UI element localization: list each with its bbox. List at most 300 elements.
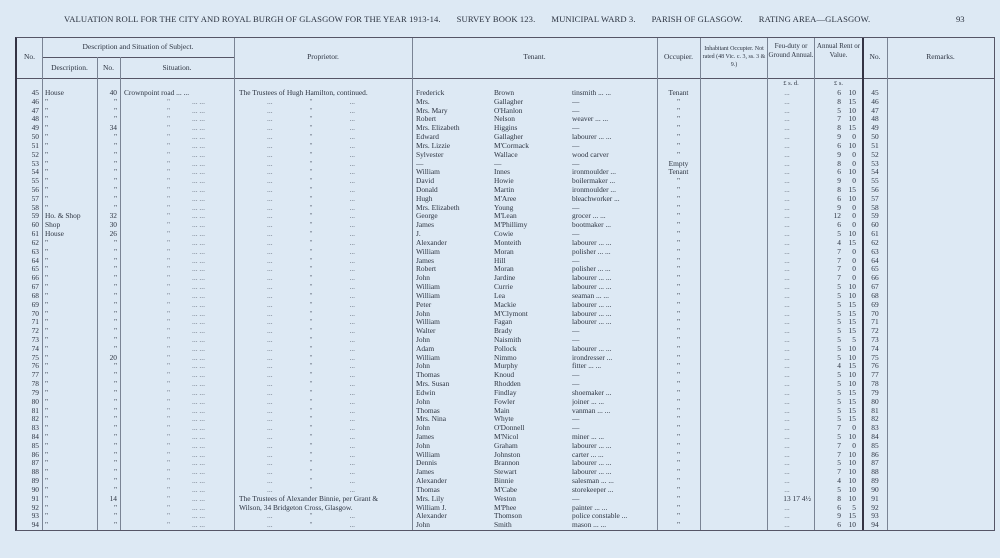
- entry-number: 56: [31, 185, 39, 195]
- situation-dots: ... ...: [192, 502, 205, 512]
- table-row: [17, 282, 994, 291]
- entry-number-right: 66: [871, 273, 879, 283]
- description: ": [45, 273, 49, 283]
- situation-ditto: ": [167, 308, 171, 318]
- feu-duty: ...: [784, 105, 790, 115]
- table-row: [17, 309, 994, 318]
- tenant-occupation: ironmoulder ...: [572, 185, 616, 195]
- proprietor-ditto: ... " ...: [267, 405, 356, 415]
- description: ": [45, 370, 49, 380]
- description: ": [45, 379, 49, 389]
- tenant-first-name: George: [416, 211, 438, 221]
- table-row: [17, 450, 994, 459]
- description: ": [45, 396, 49, 406]
- tenant-surname: Martin: [494, 185, 515, 195]
- tenant-first-name: William: [416, 290, 440, 300]
- entry-number: 86: [31, 449, 39, 459]
- rent-pounds: 7: [837, 440, 841, 450]
- rent-shillings: 5: [852, 334, 856, 344]
- situation-ditto: ": [167, 114, 171, 124]
- occupier: ": [676, 370, 681, 380]
- situation-ditto: ": [167, 273, 171, 283]
- entry-number: 67: [31, 282, 39, 292]
- rent-pounds: 5: [837, 326, 841, 336]
- tenant-first-name: Mrs. Lizzie: [416, 140, 451, 150]
- proprietor-ditto: ... " ...: [267, 387, 356, 397]
- situation-ditto: ": [167, 431, 171, 441]
- proprietor-ditto: ... " ...: [267, 114, 356, 124]
- situation-ditto: ": [167, 132, 171, 142]
- rent-pounds: 7: [837, 264, 841, 274]
- rent-pounds: 5: [837, 370, 841, 380]
- situation-dots: ... ...: [192, 317, 205, 327]
- proprietor-ditto: ... " ...: [267, 317, 356, 327]
- rent-pounds: 7: [837, 246, 841, 256]
- rent-pounds: 7: [837, 273, 841, 283]
- entry-number-right: 87: [871, 458, 879, 468]
- entry-number-right: 77: [871, 370, 879, 380]
- house-number: ": [113, 176, 117, 186]
- entry-number: 59: [31, 211, 39, 221]
- house-number: ": [113, 317, 117, 327]
- situation-ditto: ": [167, 467, 171, 477]
- description: ": [45, 132, 49, 142]
- entry-number-right: 68: [871, 290, 879, 300]
- tenant-surname: Currie: [494, 282, 513, 292]
- occupier: ": [676, 520, 681, 530]
- feu-duty: ...: [784, 123, 790, 133]
- proprietor: Wilson, 34 Bridgeton Cross, Glasgow.: [239, 502, 353, 512]
- occupier: ": [676, 431, 681, 441]
- rent-shillings: 0: [852, 264, 856, 274]
- rent-pounds: 5: [837, 299, 841, 309]
- description: ": [45, 414, 49, 424]
- description: ": [45, 502, 49, 512]
- rent-shillings: 0: [852, 246, 856, 256]
- situation-dots: ... ...: [192, 387, 205, 397]
- entry-number-right: 89: [871, 476, 879, 486]
- proprietor-ditto: ... " ...: [267, 467, 356, 477]
- entry-number: 89: [31, 476, 39, 486]
- house-number: ": [113, 440, 117, 450]
- tenant-first-name: Robert: [416, 114, 437, 124]
- occupier: ": [676, 476, 681, 486]
- table-row: [17, 185, 994, 194]
- table-row: [17, 370, 994, 379]
- entry-number: 69: [31, 299, 39, 309]
- entry-number-right: 46: [871, 96, 879, 106]
- rent-pounds: 9: [837, 511, 841, 521]
- occupier: ": [676, 467, 681, 477]
- entry-number-right: 75: [871, 352, 879, 362]
- entry-number: 83: [31, 423, 39, 433]
- table-row: [17, 467, 994, 476]
- tenant-occupation: —: [572, 493, 580, 503]
- entry-number-right: 84: [871, 431, 879, 441]
- occupier: ": [676, 361, 681, 371]
- entry-number: 66: [31, 273, 39, 283]
- situation-ditto: ": [167, 167, 171, 177]
- tenant-occupation: seaman ... ...: [572, 290, 609, 300]
- occupier: ": [676, 264, 681, 274]
- rent-pounds: 5: [837, 379, 841, 389]
- rent-shillings: 10: [848, 379, 856, 389]
- tenant-first-name: —: [416, 158, 424, 168]
- tenant-surname: Stewart: [494, 467, 517, 477]
- proprietor: The Trustees of Alexander Binnie, per Grant &: [239, 493, 379, 503]
- tenant-occupation: weaver ... ...: [572, 114, 609, 124]
- table-row: [17, 176, 994, 185]
- tenant-surname: Pollock: [494, 343, 517, 353]
- rent-shillings: 10: [848, 352, 856, 362]
- header-description: Description.: [51, 63, 88, 72]
- tenant-occupation: labourer ... ...: [572, 308, 612, 318]
- occupier: ": [676, 484, 681, 494]
- house-number: ": [113, 237, 117, 247]
- feu-duty: ...: [784, 379, 790, 389]
- tenant-surname: Moran: [494, 246, 514, 256]
- tenant-occupation: —: [572, 96, 580, 106]
- situation-ditto: ": [167, 396, 171, 406]
- entry-number-right: 85: [871, 440, 879, 450]
- rent-shillings: 0: [852, 255, 856, 265]
- proprietor-ditto: ... " ...: [267, 440, 356, 450]
- entry-number: 54: [31, 167, 39, 177]
- description: Shop: [45, 220, 61, 230]
- tenant-occupation: joiner ... ...: [572, 396, 605, 406]
- rent-pounds: 5: [837, 290, 841, 300]
- situation-ditto: ": [167, 334, 171, 344]
- occupier: ": [676, 414, 681, 424]
- proprietor-ditto: ... " ...: [267, 423, 356, 433]
- table-row: [17, 159, 994, 168]
- tenant-occupation: vanman ... ...: [572, 405, 611, 415]
- proprietor-ditto: ... " ...: [267, 414, 356, 424]
- proprietor-ditto: ... " ...: [267, 167, 356, 177]
- tenant-first-name: Mrs.: [416, 96, 430, 106]
- entry-number-right: 92: [871, 502, 879, 512]
- tenant-first-name: John: [416, 520, 430, 530]
- house-number: ": [113, 458, 117, 468]
- situation-dots: ... ...: [192, 343, 205, 353]
- house-number: ": [113, 396, 117, 406]
- tenant-first-name: John: [416, 273, 430, 283]
- description: ": [45, 493, 49, 503]
- description: ": [45, 458, 49, 468]
- table-row: [17, 397, 994, 406]
- rent-pounds: 4: [837, 361, 841, 371]
- rent-shillings: 10: [848, 229, 856, 239]
- description: ": [45, 405, 49, 415]
- rent-pounds: 5: [837, 343, 841, 353]
- table-row: [17, 194, 994, 203]
- tenant-first-name: James: [416, 431, 435, 441]
- situation-ditto: ": [167, 511, 171, 521]
- description: ": [45, 96, 49, 106]
- entry-number: 63: [31, 246, 39, 256]
- situation-dots: ... ...: [192, 185, 205, 195]
- occupier: ": [676, 502, 681, 512]
- entry-number: 75: [31, 352, 39, 362]
- rent-pounds: 8: [837, 123, 841, 133]
- table-row: [17, 423, 994, 432]
- entry-number-right: 88: [871, 467, 879, 477]
- description: ": [45, 246, 49, 256]
- rent-pounds: 6: [837, 140, 841, 150]
- tenant-surname: Brannon: [494, 458, 520, 468]
- rent-pounds: 9: [837, 132, 841, 142]
- table-row: [17, 97, 994, 106]
- description: ": [45, 158, 49, 168]
- entry-number-right: 80: [871, 396, 879, 406]
- title-roll: VALUATION ROLL FOR THE CITY AND ROYAL BURGH OF GLASGOW FOR THE YEAR 1913-14.: [64, 14, 441, 24]
- rent-shillings: 10: [848, 290, 856, 300]
- rent-shillings: 10: [848, 193, 856, 203]
- description: ": [45, 193, 49, 203]
- situation-ditto: ": [167, 290, 171, 300]
- tenant-surname: Thomson: [494, 511, 522, 521]
- table-row: [17, 388, 994, 397]
- situation-ditto: ": [167, 140, 171, 150]
- rent-shillings: 15: [848, 237, 856, 247]
- header-tenant: Tenant.: [523, 52, 546, 61]
- situation-dots: ... ...: [192, 211, 205, 221]
- situation-dots: ... ...: [192, 326, 205, 336]
- rent-pounds: 7: [837, 114, 841, 124]
- rent-pounds: 7: [837, 449, 841, 459]
- table-row: [17, 114, 994, 123]
- feu-duty: ...: [784, 370, 790, 380]
- rent-shillings: 10: [848, 458, 856, 468]
- entry-number: 88: [31, 467, 39, 477]
- rent-pounds: 5: [837, 317, 841, 327]
- rent-shillings: 0: [852, 220, 856, 230]
- table-row: [17, 167, 994, 176]
- tenant-surname: Murphy: [494, 361, 518, 371]
- tenant-occupation: —: [572, 123, 580, 133]
- feu-duty: ...: [784, 255, 790, 265]
- tenant-occupation: —: [572, 255, 580, 265]
- situation-dots: ... ...: [192, 167, 205, 177]
- occupier: ": [676, 493, 681, 503]
- rent-pounds: 6: [837, 220, 841, 230]
- feu-duty: ...: [784, 440, 790, 450]
- tenant-first-name: Mrs. Elizabeth: [416, 123, 460, 133]
- table-row: [17, 317, 994, 326]
- rent-shillings: 10: [848, 431, 856, 441]
- table-row: [17, 344, 994, 353]
- description: ": [45, 167, 49, 177]
- situation-dots: ... ...: [192, 308, 205, 318]
- tenant-occupation: labourer ... ...: [572, 132, 612, 142]
- occupier: ": [676, 273, 681, 283]
- proprietor-ditto: ... " ...: [267, 431, 356, 441]
- proprietor-ditto: ... " ...: [267, 282, 356, 292]
- tenant-surname: Weston: [494, 493, 516, 503]
- situation-dots: ... ...: [192, 149, 205, 159]
- tenant-surname: Cowie: [494, 229, 514, 239]
- entry-number-right: 90: [871, 484, 879, 494]
- entry-number: 57: [31, 193, 39, 203]
- rent-pounds: 6: [837, 520, 841, 530]
- table-row: [17, 150, 994, 159]
- occupier: ": [676, 123, 681, 133]
- description: ": [45, 467, 49, 477]
- entry-number-right: 49: [871, 123, 879, 133]
- rent-shillings: 10: [848, 493, 856, 503]
- house-number: ": [113, 361, 117, 371]
- tenant-occupation: wood carver: [572, 149, 609, 159]
- description: ": [45, 317, 49, 327]
- house-number: ": [113, 520, 117, 530]
- situation-ditto: ": [167, 185, 171, 195]
- title-ward: MUNICIPAL WARD 3.: [551, 14, 636, 24]
- rent-shillings: 10: [848, 449, 856, 459]
- entry-number: 72: [31, 326, 39, 336]
- situation-ditto: ": [167, 493, 171, 503]
- description: House: [45, 88, 64, 97]
- house-number: ": [113, 387, 117, 397]
- table-row: [17, 406, 994, 415]
- entry-number-right: 57: [871, 193, 879, 203]
- table-row: [17, 106, 994, 115]
- entry-number: 81: [31, 405, 39, 415]
- description: ": [45, 123, 49, 133]
- tenant-occupation: —: [572, 105, 580, 115]
- rent-shillings: 0: [852, 176, 856, 186]
- title-survey-book: SURVEY BOOK 123.: [456, 14, 536, 24]
- tenant-surname: —: [494, 158, 502, 168]
- rent-shillings: 10: [848, 520, 856, 530]
- house-number: ": [113, 405, 117, 415]
- proprietor-ditto: ... " ...: [267, 140, 356, 150]
- feu-duty: ...: [784, 273, 790, 283]
- entry-number-right: 94: [871, 520, 879, 530]
- rent-shillings: 15: [848, 361, 856, 371]
- table-row: [17, 264, 994, 273]
- roll-table: [15, 37, 995, 531]
- table-row: [17, 494, 994, 503]
- feu-duty: ...: [784, 264, 790, 274]
- feu-duty: ...: [784, 343, 790, 353]
- table-row: [17, 273, 994, 282]
- occupier: ": [676, 299, 681, 309]
- situation-ditto: ": [167, 484, 171, 494]
- situation-dots: ... ...: [192, 255, 205, 265]
- feu-duty: ...: [784, 423, 790, 433]
- situation-ditto: ": [167, 229, 171, 239]
- feu-duty: ...: [784, 211, 790, 221]
- feu-duty: ...: [784, 484, 790, 494]
- situation-ditto: ": [167, 352, 171, 362]
- feu-duty: ...: [784, 246, 790, 256]
- situation-dots: ... ...: [192, 299, 205, 309]
- tenant-occupation: labourer ... ...: [572, 273, 612, 283]
- tenant-first-name: John: [416, 308, 430, 318]
- entry-number: 65: [31, 264, 39, 274]
- header-situation: Situation.: [162, 63, 192, 72]
- occupier: Tenant: [668, 167, 689, 177]
- tenant-first-name: William: [416, 282, 440, 292]
- occupier: ": [676, 185, 681, 195]
- tenant-first-name: Alexander: [416, 476, 447, 486]
- tenant-occupation: labourer ... ...: [572, 299, 612, 309]
- situation-dots: ... ...: [192, 334, 205, 344]
- table-row: [17, 123, 994, 132]
- tenant-first-name: James: [416, 220, 435, 230]
- tenant-occupation: police constable ...: [572, 511, 628, 521]
- situation-ditto: ": [167, 299, 171, 309]
- table-row: [17, 414, 994, 423]
- house-number: ": [113, 255, 117, 265]
- tenant-first-name: Edwin: [416, 387, 436, 397]
- situation-dots: ... ...: [192, 132, 205, 142]
- tenant-surname: O'Donnell: [494, 423, 525, 433]
- entry-number-right: 82: [871, 414, 879, 424]
- entry-number: 90: [31, 484, 39, 494]
- tenant-first-name: William: [416, 352, 440, 362]
- occupier: ": [676, 176, 681, 186]
- tenant-first-name: Mrs. Susan: [416, 379, 450, 389]
- occupier: ": [676, 255, 681, 265]
- rent-shillings: 15: [848, 396, 856, 406]
- table-row: [17, 379, 994, 388]
- house-number: 30: [109, 220, 117, 230]
- situation-ditto: ": [167, 476, 171, 486]
- tenant-surname: Main: [494, 405, 510, 415]
- entry-number-right: 70: [871, 308, 879, 318]
- occupier: ": [676, 423, 681, 433]
- proprietor-ditto: ... " ...: [267, 476, 356, 486]
- house-number: ": [113, 149, 117, 159]
- situation-ditto: ": [167, 414, 171, 424]
- proprietor-ditto: ... " ...: [267, 449, 356, 459]
- situation-dots: ... ...: [192, 237, 205, 247]
- situation-ditto: ": [167, 211, 171, 221]
- house-number: ": [113, 96, 117, 106]
- description: Ho. & Shop: [45, 211, 81, 221]
- tenant-first-name: John: [416, 423, 430, 433]
- entry-number-right: 56: [871, 185, 879, 195]
- situation-dots: ... ...: [192, 396, 205, 406]
- occupier: ": [676, 237, 681, 247]
- description: House: [45, 229, 64, 239]
- rent-pounds: 9: [837, 149, 841, 159]
- house-number: ": [113, 431, 117, 441]
- situation-dots: ... ...: [192, 202, 205, 212]
- entry-number-right: 55: [871, 176, 879, 186]
- occupier: ": [676, 317, 681, 327]
- situation-ditto: ": [167, 158, 171, 168]
- situation-ditto: ": [167, 96, 171, 106]
- tenant-surname: M'Phee: [494, 502, 517, 512]
- subheader-divider: [42, 57, 234, 58]
- feu-duty: ...: [784, 167, 790, 177]
- description: ": [45, 299, 49, 309]
- proprietor-ditto: ... " ...: [267, 211, 356, 221]
- entry-number-right: 67: [871, 282, 879, 292]
- feu-duty: ...: [784, 140, 790, 150]
- feu-duty: ...: [784, 431, 790, 441]
- rent-shillings: 0: [852, 273, 856, 283]
- entry-number: 51: [31, 140, 39, 150]
- proprietor-ditto: ... " ...: [267, 458, 356, 468]
- rent-pounds: 5: [837, 387, 841, 397]
- tenant-occupation: shoemaker ...: [572, 387, 612, 397]
- occupier: ": [676, 387, 681, 397]
- house-number: ": [113, 264, 117, 274]
- proprietor: The Trustees of Hugh Hamilton, continued.: [239, 88, 368, 97]
